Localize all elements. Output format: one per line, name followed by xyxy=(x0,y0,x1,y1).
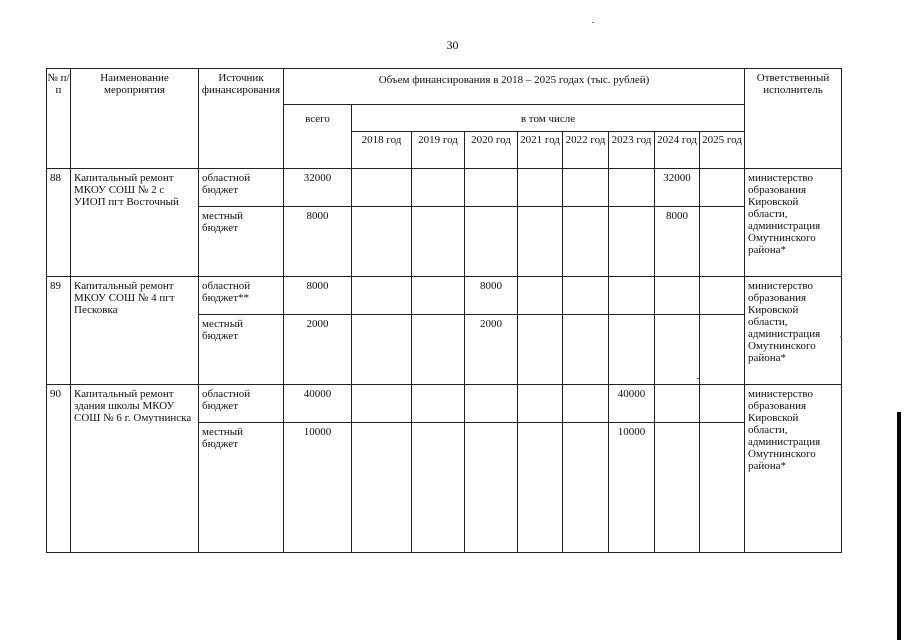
year-value xyxy=(352,315,412,385)
year-value xyxy=(465,169,518,207)
header-year: 2019 год xyxy=(412,132,465,169)
year-value xyxy=(412,277,465,315)
year-value xyxy=(609,207,655,277)
year-value xyxy=(563,423,609,553)
year-value xyxy=(352,423,412,553)
year-value xyxy=(655,385,700,423)
header-volume: Объем финансирования в 2018 – 2025 годах (тыс. рублей) xyxy=(284,69,745,105)
row-number: 90 xyxy=(47,385,71,553)
financing-table xyxy=(46,68,842,553)
header-total: всего xyxy=(284,105,352,169)
year-value xyxy=(518,169,563,207)
measure-name: Капитальный ремонт МКОУ СОШ № 4 пгт Песковка xyxy=(71,277,199,385)
header-incl: в том числе xyxy=(352,105,745,132)
year-value xyxy=(352,207,412,277)
year-value xyxy=(412,315,465,385)
year-value xyxy=(700,385,745,423)
year-value xyxy=(563,385,609,423)
responsible-executor: министерство образования Кировской области, администрация Омутнинского района* xyxy=(745,277,842,385)
year-value xyxy=(518,423,563,553)
year-value xyxy=(465,423,518,553)
year-value xyxy=(563,207,609,277)
year-value xyxy=(700,169,745,207)
page-number: 30 xyxy=(446,38,459,52)
year-value xyxy=(655,277,700,315)
year-value: 40000 xyxy=(609,385,655,423)
year-value: 10000 xyxy=(609,423,655,553)
year-value xyxy=(518,385,563,423)
year-value xyxy=(563,315,609,385)
measure-name: Капитальный ремонт МКОУ СОШ № 2 с УИОП пгт Восточный xyxy=(71,169,199,277)
year-value xyxy=(518,277,563,315)
row-number: 88 xyxy=(47,169,71,277)
year-value xyxy=(563,169,609,207)
table-row xyxy=(47,385,842,423)
year-value xyxy=(700,207,745,277)
header-year: 2021 год xyxy=(518,132,563,169)
responsible-executor: министерство образования Кировской области, администрация Омутнинского района* xyxy=(745,169,842,277)
year-value xyxy=(412,207,465,277)
year-value xyxy=(655,423,700,553)
year-value xyxy=(465,385,518,423)
year-value xyxy=(412,423,465,553)
header-responsible: Ответственный исполнитель xyxy=(745,69,842,169)
table-row xyxy=(47,169,842,207)
row-number: 89 xyxy=(47,277,71,385)
funding-source: областной бюджет** xyxy=(199,277,284,315)
year-value xyxy=(352,385,412,423)
scan-speck xyxy=(840,336,842,337)
year-value xyxy=(700,423,745,553)
year-value xyxy=(352,169,412,207)
header-name: Наименование мероприятия xyxy=(71,69,199,169)
responsible-executor: министерство образования Кировской области, администрация Омутнинского района* xyxy=(745,385,842,553)
year-value xyxy=(518,207,563,277)
year-value xyxy=(563,277,609,315)
funding-source: местный бюджет xyxy=(199,423,284,553)
page-edge-bar xyxy=(897,412,901,640)
total-value: 32000 xyxy=(284,169,352,207)
funding-source: местный бюджет xyxy=(199,315,284,385)
year-value xyxy=(655,315,700,385)
header-year: 2024 год xyxy=(655,132,700,169)
total-value: 8000 xyxy=(284,207,352,277)
scan-speck xyxy=(697,378,699,379)
year-value xyxy=(700,315,745,385)
header-num: № п/п xyxy=(47,69,71,169)
header-year: 2018 год xyxy=(352,132,412,169)
total-value: 8000 xyxy=(284,277,352,315)
funding-source: местный бюджет xyxy=(199,207,284,277)
header-year: 2025 год xyxy=(700,132,745,169)
header-year: 2022 год xyxy=(563,132,609,169)
year-value xyxy=(412,169,465,207)
year-value xyxy=(352,277,412,315)
header-year: 2020 год xyxy=(465,132,518,169)
header-source: Источник финансирования xyxy=(199,69,284,169)
year-value xyxy=(609,315,655,385)
total-value: 2000 xyxy=(284,315,352,385)
header-year: 2023 год xyxy=(609,132,655,169)
scan-speck xyxy=(592,22,594,23)
year-value xyxy=(609,169,655,207)
year-value xyxy=(412,385,465,423)
year-value: 8000 xyxy=(465,277,518,315)
year-value: 2000 xyxy=(465,315,518,385)
total-value: 40000 xyxy=(284,385,352,423)
year-value: 32000 xyxy=(655,169,700,207)
table-row xyxy=(47,277,842,315)
measure-name: Капитальный ремонт здания школы МКОУ СОШ № 6 г. Омутнинска xyxy=(71,385,199,553)
year-value xyxy=(518,315,563,385)
year-value: 8000 xyxy=(655,207,700,277)
year-value xyxy=(465,207,518,277)
funding-source: областной бюджет xyxy=(199,169,284,207)
year-value xyxy=(700,277,745,315)
funding-source: областной бюджет xyxy=(199,385,284,423)
total-value: 10000 xyxy=(284,423,352,553)
year-value xyxy=(609,277,655,315)
